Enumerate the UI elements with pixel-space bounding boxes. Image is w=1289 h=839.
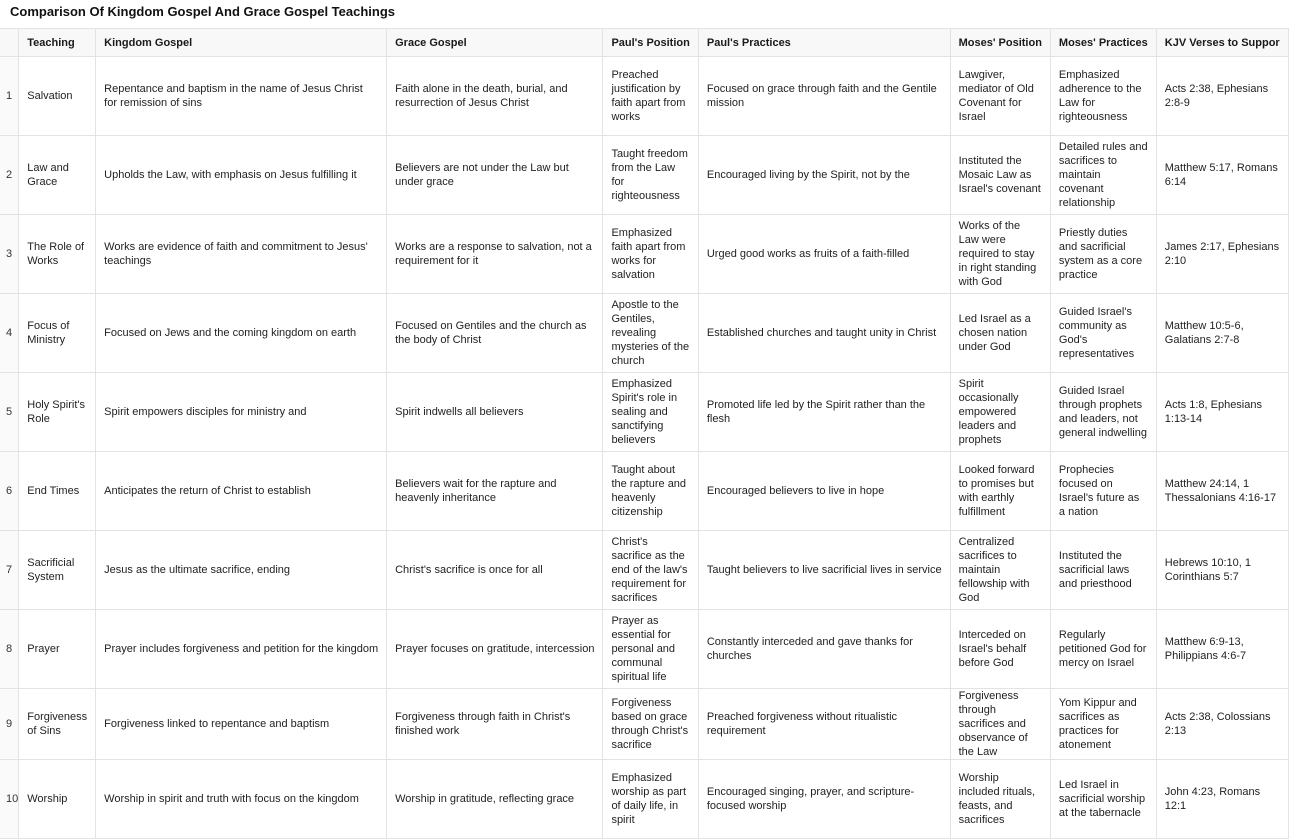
cell-text: Focused on Gentiles and the church as the body of Christ <box>395 320 587 346</box>
cell-text: Matthew 24:14, 1 Thessalonians 4:16-17 <box>1164 478 1277 504</box>
cell-kingdom-gospel[interactable] <box>96 760 387 839</box>
cell-grace-gospel[interactable] <box>387 610 603 689</box>
cell-text: Encouraged living by the Spirit, not by the <box>706 169 910 181</box>
cell-text: John 4:23, Romans 12:1 <box>1164 786 1261 812</box>
cell-text: Repentance and baptism in the name of Jesus Christ for remission of sins <box>104 83 363 109</box>
cell-pauls-practices[interactable] <box>698 57 950 136</box>
cell-text: Forgiveness linked to repentance and baptism <box>104 718 330 730</box>
cell-teaching[interactable] <box>19 760 96 839</box>
cell-moses-position[interactable] <box>950 57 1050 136</box>
cell-text: Yom Kippur and sacrifices as practices for atonement <box>1058 697 1137 751</box>
cell-pauls-practices[interactable] <box>698 689 950 760</box>
cell-moses-position[interactable] <box>950 610 1050 689</box>
cell-text: Emphasized faith apart from works for salvation <box>611 227 686 281</box>
cell-grace-gospel[interactable] <box>387 215 603 294</box>
column-header-kingdom-gospel[interactable]: Kingdom Gospel <box>96 29 387 57</box>
cell-pauls-position[interactable] <box>603 373 698 452</box>
cell-moses-practices[interactable] <box>1050 57 1156 136</box>
cell-text: Focused on grace through faith and the Gentile mission <box>706 83 937 109</box>
table-row <box>0 373 1288 452</box>
cell-grace-gospel[interactable] <box>387 531 603 610</box>
table-row <box>0 531 1288 610</box>
cell-moses-practices[interactable] <box>1050 689 1156 760</box>
cell-text: Emphasized worship as part of daily life, in spirit <box>611 772 687 826</box>
cell-text: Led Israel in sacrificial worship at the tabernacle <box>1058 779 1146 819</box>
cell-grace-gospel[interactable] <box>387 760 603 839</box>
row-number: 6 <box>0 452 19 531</box>
cell-text: Forgiveness through sacrifices and observance of the Law <box>958 690 1028 758</box>
cell-moses-practices[interactable] <box>1050 452 1156 531</box>
cell-moses-position[interactable] <box>950 215 1050 294</box>
cell-grace-gospel[interactable] <box>387 57 603 136</box>
cell-kjv-verses[interactable] <box>1156 215 1288 294</box>
table-row <box>0 610 1288 689</box>
cell-kingdom-gospel[interactable] <box>96 689 387 760</box>
cell-moses-position[interactable] <box>950 689 1050 760</box>
cell-kjv-verses[interactable] <box>1156 136 1288 215</box>
row-number: 10 <box>0 760 19 839</box>
cell-text: Promoted life led by the Spirit rather than the flesh <box>706 399 926 425</box>
cell-text: Centralized sacrifices to maintain fellowship with God <box>958 536 1030 604</box>
cell-kingdom-gospel[interactable] <box>96 531 387 610</box>
cell-text: Spirit indwells all believers <box>395 406 524 418</box>
cell-text: Acts 2:38, Colossians 2:13 <box>1164 711 1271 737</box>
cell-kjv-verses[interactable] <box>1156 689 1288 760</box>
table-row <box>0 689 1288 760</box>
column-header-pauls-position[interactable]: Paul's Position <box>603 29 698 57</box>
row-number: 4 <box>0 294 19 373</box>
cell-text: Emphasized adherence to the Law for righteousness <box>1058 69 1142 123</box>
cell-text: Constantly interceded and gave thanks for churches <box>706 636 913 662</box>
cell-grace-gospel[interactable] <box>387 373 603 452</box>
cell-text: Worship <box>27 793 68 805</box>
cell-text: Prayer <box>27 643 60 655</box>
cell-text: Preached forgiveness without ritualistic requirement <box>706 711 898 737</box>
cell-text: Jesus as the ultimate sacrifice, ending <box>104 564 291 576</box>
cell-text: Believers wait for the rapture and heavenly inheritance <box>395 478 557 504</box>
cell-text: Works are a response to salvation, not a requirement for it <box>395 241 592 267</box>
cell-text: Worship in spirit and truth with focus on the kingdom <box>104 793 359 805</box>
cell-kingdom-gospel[interactable] <box>96 294 387 373</box>
cell-text: Works of the Law were required to stay in right standing with God <box>958 220 1037 288</box>
cell-pauls-position[interactable] <box>603 136 698 215</box>
cell-pauls-practices[interactable] <box>698 136 950 215</box>
cell-pauls-practices[interactable] <box>698 215 950 294</box>
cell-text: Believers are not under the Law but under grace <box>395 162 569 188</box>
cell-text: Prophecies focused on Israel's future as a nation <box>1058 464 1140 518</box>
cell-text: Regularly petitioned God for mercy on Israel <box>1058 629 1147 669</box>
cell-kingdom-gospel[interactable] <box>96 57 387 136</box>
cell-moses-practices[interactable] <box>1050 215 1156 294</box>
row-number: 7 <box>0 531 19 610</box>
cell-text: Encouraged singing, prayer, and scripture-focused worship <box>706 786 915 812</box>
cell-text: Faith alone in the death, burial, and resurrection of Jesus Christ <box>395 83 568 109</box>
cell-text: Upholds the Law, with emphasis on Jesus fulfilling it <box>104 169 357 181</box>
sheet-title: Comparison Of Kingdom Gospel And Grace Gospel Teachings <box>10 4 395 19</box>
cell-text: Christ's sacrifice is once for all <box>395 564 543 576</box>
cell-pauls-position[interactable] <box>603 689 698 760</box>
cell-text: Hebrews 10:10, 1 Corinthians 5:7 <box>1164 557 1251 583</box>
cell-text: Prayer includes forgiveness and petition for the kingdom <box>104 643 379 655</box>
cell-grace-gospel[interactable] <box>387 452 603 531</box>
cell-text: Interceded on Israel's behalf before God <box>958 629 1027 669</box>
cell-text: Lawgiver, mediator of Old Covenant for Israel <box>958 69 1034 123</box>
cell-moses-practices[interactable] <box>1050 610 1156 689</box>
cell-text: Focus of Ministry <box>27 320 70 346</box>
cell-moses-position[interactable] <box>950 531 1050 610</box>
cell-text: Urged good works as fruits of a faith-filled <box>706 248 910 260</box>
row-number: 1 <box>0 57 19 136</box>
cell-moses-position[interactable] <box>950 452 1050 531</box>
cell-text: Established churches and taught unity in Christ <box>706 327 937 339</box>
cell-kjv-verses[interactable] <box>1156 610 1288 689</box>
cell-text: Led Israel as a chosen nation under God <box>958 313 1031 353</box>
cell-text: Forgiveness of Sins <box>27 711 88 737</box>
row-number: 8 <box>0 610 19 689</box>
row-number: 2 <box>0 136 19 215</box>
cell-teaching[interactable] <box>19 610 96 689</box>
cell-text: Priestly duties and sacrificial system as a core practice <box>1058 227 1143 281</box>
cell-moses-position[interactable] <box>950 760 1050 839</box>
cell-kingdom-gospel[interactable] <box>96 373 387 452</box>
cell-text: Forgiveness through faith in Christ's finished work <box>395 711 571 737</box>
cell-moses-practices[interactable] <box>1050 373 1156 452</box>
cell-pauls-practices[interactable] <box>698 373 950 452</box>
cell-pauls-practices[interactable] <box>698 452 950 531</box>
cell-pauls-practices[interactable] <box>698 610 950 689</box>
cell-text: Taught freedom from the Law for righteousness <box>611 148 688 202</box>
cell-text: Worship included rituals, feasts, and sacrifices <box>958 772 1036 826</box>
cell-kingdom-gospel[interactable] <box>96 610 387 689</box>
cell-text: Emphasized Spirit's role in sealing and sanctifying believers <box>611 378 678 446</box>
cell-text: Worship in gratitude, reflecting grace <box>395 793 575 805</box>
cell-teaching[interactable] <box>19 373 96 452</box>
cell-text: The Role of Works <box>27 241 85 267</box>
cell-kjv-verses[interactable] <box>1156 373 1288 452</box>
cell-pauls-practices[interactable] <box>698 294 950 373</box>
row-number: 9 <box>0 689 19 760</box>
cell-pauls-position[interactable] <box>603 57 698 136</box>
cell-text: Prayer focuses on gratitude, intercession <box>395 643 595 655</box>
cell-text: Taught about the rapture and heavenly citizenship <box>611 464 687 518</box>
cell-text: Prayer as essential for personal and communal spiritual life <box>611 615 676 683</box>
cell-teaching[interactable] <box>19 57 96 136</box>
comparison-table <box>0 28 1289 839</box>
cell-text: End Times <box>27 485 80 497</box>
cell-pauls-position[interactable] <box>603 610 698 689</box>
cell-teaching[interactable] <box>19 215 96 294</box>
cell-kingdom-gospel[interactable] <box>96 215 387 294</box>
cell-moses-practices[interactable] <box>1050 760 1156 839</box>
cell-kingdom-gospel[interactable] <box>96 136 387 215</box>
cell-text: Matthew 6:9-13, Philippians 4:6-7 <box>1164 636 1247 662</box>
cell-text: Preached justification by faith apart from works <box>611 69 686 123</box>
cell-text: Works are evidence of faith and commitment to Jesus' teachings <box>104 241 368 267</box>
cell-teaching[interactable] <box>19 452 96 531</box>
cell-teaching[interactable] <box>19 136 96 215</box>
cell-teaching[interactable] <box>19 294 96 373</box>
cell-kingdom-gospel[interactable] <box>96 452 387 531</box>
cell-text: Spirit empowers disciples for ministry and <box>104 406 307 418</box>
cell-pauls-practices[interactable] <box>698 760 950 839</box>
cell-text: Instituted the sacrificial laws and priesthood <box>1058 550 1132 590</box>
cell-pauls-position[interactable] <box>603 760 698 839</box>
cell-grace-gospel[interactable] <box>387 689 603 760</box>
row-number: 5 <box>0 373 19 452</box>
cell-text: Detailed rules and sacrifices to maintain covenant relationship <box>1058 141 1148 209</box>
cell-text: Guided Israel through prophets and leaders, not general indwelling <box>1058 385 1147 439</box>
table-row <box>0 57 1288 136</box>
cell-text: Christ's sacrifice as the end of the law's requirement for sacrifices <box>611 536 688 604</box>
cell-text: Law and Grace <box>27 162 69 188</box>
column-header-pauls-practices[interactable]: Paul's Practices <box>698 29 950 57</box>
cell-text: Matthew 10:5-6, Galatians 2:7-8 <box>1164 320 1244 346</box>
cell-text: Guided Israel's community as God's representatives <box>1058 306 1135 360</box>
column-header-moses-position[interactable]: Moses' Position <box>950 29 1050 57</box>
cell-grace-gospel[interactable] <box>387 136 603 215</box>
row-number-header <box>0 29 19 57</box>
header-row <box>0 29 1288 57</box>
cell-moses-practices[interactable] <box>1050 531 1156 610</box>
cell-pauls-position[interactable] <box>603 531 698 610</box>
cell-kjv-verses[interactable] <box>1156 452 1288 531</box>
table-row <box>0 452 1288 531</box>
cell-kjv-verses[interactable] <box>1156 531 1288 610</box>
cell-pauls-position[interactable] <box>603 215 698 294</box>
cell-pauls-practices[interactable] <box>698 531 950 610</box>
table-row <box>0 760 1288 839</box>
cell-text: Holy Spirit's Role <box>27 399 85 425</box>
cell-kjv-verses[interactable] <box>1156 294 1288 373</box>
cell-moses-practices[interactable] <box>1050 294 1156 373</box>
table-row <box>0 294 1288 373</box>
cell-moses-position[interactable] <box>950 294 1050 373</box>
cell-pauls-position[interactable] <box>603 452 698 531</box>
cell-text: Forgiveness based on grace through Christ's sacrifice <box>611 697 689 751</box>
column-header-moses-practices[interactable]: Moses' Practices <box>1050 29 1156 57</box>
cell-kjv-verses[interactable] <box>1156 760 1288 839</box>
cell-moses-practices[interactable] <box>1050 136 1156 215</box>
cell-text: Matthew 5:17, Romans 6:14 <box>1164 162 1278 188</box>
table-row <box>0 215 1288 294</box>
column-header-teaching[interactable]: Teaching <box>19 29 96 57</box>
column-header-grace-gospel[interactable]: Grace Gospel <box>387 29 603 57</box>
cell-text: Acts 1:8, Ephesians 1:13-14 <box>1164 399 1262 425</box>
cell-moses-position[interactable] <box>950 136 1050 215</box>
table-row <box>0 136 1288 215</box>
cell-teaching[interactable] <box>19 689 96 760</box>
cell-pauls-position[interactable] <box>603 294 698 373</box>
cell-text: Looked forward to promises but with earthly fulfillment <box>958 464 1035 518</box>
cell-moses-position[interactable] <box>950 373 1050 452</box>
cell-text: Taught believers to live sacrificial lives in service <box>706 564 942 576</box>
cell-grace-gospel[interactable] <box>387 294 603 373</box>
cell-text: Instituted the Mosaic Law as Israel's covenant <box>958 155 1041 195</box>
cell-text: James 2:17, Ephesians 2:10 <box>1164 241 1280 267</box>
column-header-kjv-verses[interactable]: KJV Verses to Suppor <box>1156 29 1288 57</box>
cell-text: Acts 2:38, Ephesians 2:8-9 <box>1164 83 1269 109</box>
cell-text: Spirit occasionally empowered leaders and prophets <box>958 378 1019 446</box>
cell-teaching[interactable] <box>19 531 96 610</box>
cell-text: Encouraged believers to live in hope <box>706 485 885 497</box>
row-number: 3 <box>0 215 19 294</box>
cell-text: Salvation <box>27 90 73 102</box>
cell-text: Apostle to the Gentiles, revealing mysteries of the church <box>611 299 690 367</box>
cell-kjv-verses[interactable] <box>1156 57 1288 136</box>
cell-text: Sacrificial System <box>27 557 75 583</box>
cell-text: Focused on Jews and the coming kingdom on earth <box>104 327 357 339</box>
cell-text: Anticipates the return of Christ to establish <box>104 485 311 497</box>
